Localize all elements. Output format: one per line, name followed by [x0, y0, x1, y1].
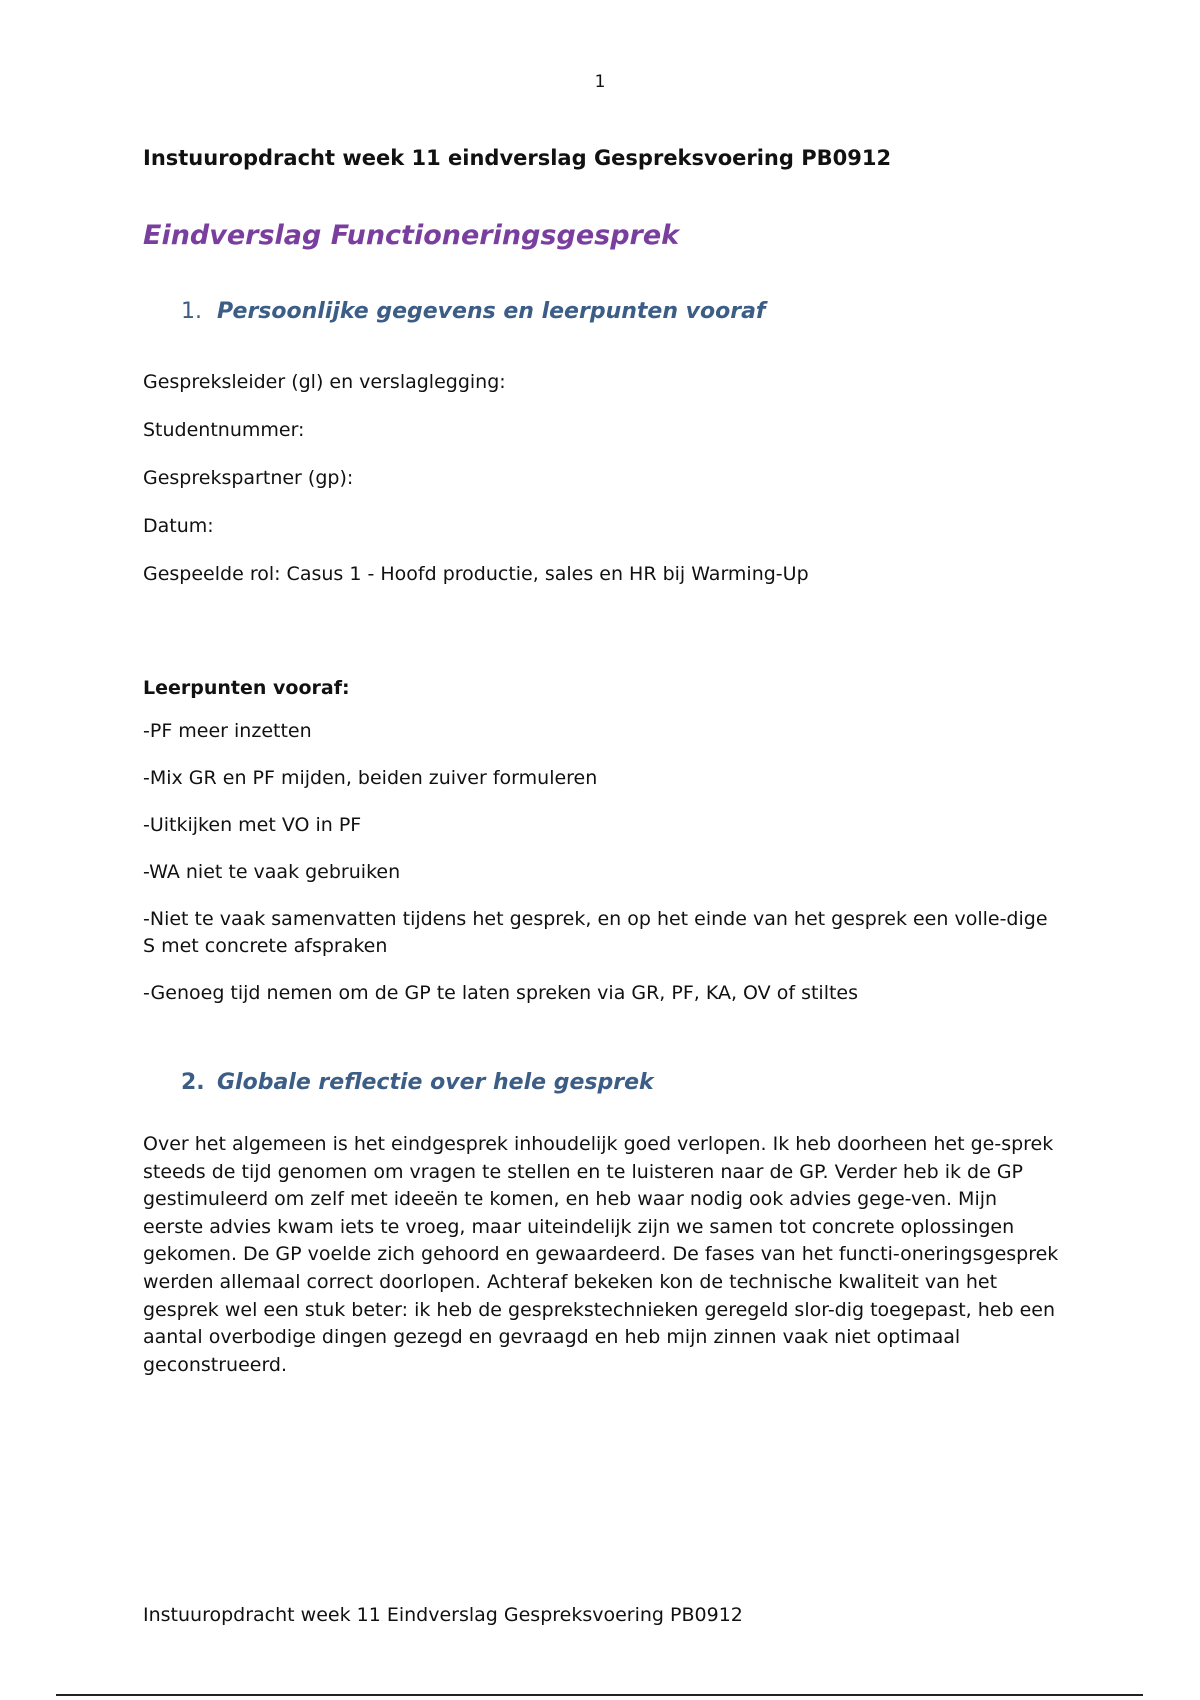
- field-studentnummer: Studentnummer:: [143, 419, 305, 441]
- section-title-2: Globale reflectie over hele gesprek: [217, 1070, 654, 1095]
- bottom-divider: [56, 1694, 1143, 1696]
- list-item: -WA niet te vaak gebruiken: [143, 861, 401, 883]
- document-header: Instuuropdracht week 11 eindverslag Gespreksvoering PB0912: [143, 146, 892, 170]
- leerpunten-heading: Leerpunten vooraf:: [143, 677, 350, 699]
- section-heading-1: [143, 294, 1063, 330]
- field-gespeelde-rol: Gespeelde rol: Casus 1 - Hoofd productie, sales en HR bij Warming-Up: [143, 563, 809, 585]
- field-datum: Datum:: [143, 515, 214, 537]
- list-item: -Niet te vaak samenvatten tijdens het gesprek, en op het einde van het gesprek een volle-dige S met concrete afspraken: [143, 908, 1048, 957]
- list-item: -Genoeg tijd nemen om de GP te laten spreken via GR, PF, KA, OV of stiltes: [143, 982, 859, 1004]
- section-heading-2: [143, 1065, 1063, 1101]
- section-number-2: 2.: [181, 1070, 205, 1095]
- list-item: -PF meer inzetten: [143, 720, 312, 742]
- leerpunten-list: [143, 718, 1063, 1007]
- field-gespreksleider: Gespreksleider (gl) en verslaglegging:: [143, 371, 506, 393]
- list-item: -Mix GR en PF mijden, beiden zuiver formuleren: [143, 767, 598, 789]
- list-item: -Uitkijken met VO in PF: [143, 814, 362, 836]
- section-number-1: 1.: [181, 299, 202, 324]
- reflection-paragraph: Over het algemeen is het eindgesprek inhoudelijk goed verlopen. Ik heb doorheen het ge-sprek steeds de tijd genomen om vragen te stellen en te luisteren naar de GP. Verder heb ik de GP gestimuleerd om zelf met ideeën te komen, en heb waar nodig ook advies gege-ven. Mijn eerste advies kwam iets te vroeg, maar uiteindelijk zijn we samen tot concrete oplossingen gekomen. De GP voelde zich gehoord en gewaardeerd. De fases van het functi-oneringsgesprek werden allemaal correct doorlopen. Achteraf bekeken kon de technische kwaliteit van het gesprek wel een stuk beter: ik heb de gesprekstechnieken geregeld slor-dig toegepast, heb een aantal overbodige dingen gezegd en gevraagd en heb mijn zinnen vaak niet optimaal geconstrueerd.: [143, 1133, 1059, 1376]
- field-gesprekspartner: Gesprekspartner (gp):: [143, 467, 354, 489]
- document-body: [143, 140, 1063, 1398]
- personal-details: [143, 368, 1063, 588]
- section-title-1: Persoonlijke gegevens en leerpunten vooraf: [217, 299, 766, 324]
- document-title: Eindverslag Functioneringsgesprek: [143, 220, 680, 251]
- page-number: 1: [594, 72, 606, 92]
- page-footer: Instuuropdracht week 11 Eindverslag Gespreksvoering PB0912: [143, 1604, 743, 1626]
